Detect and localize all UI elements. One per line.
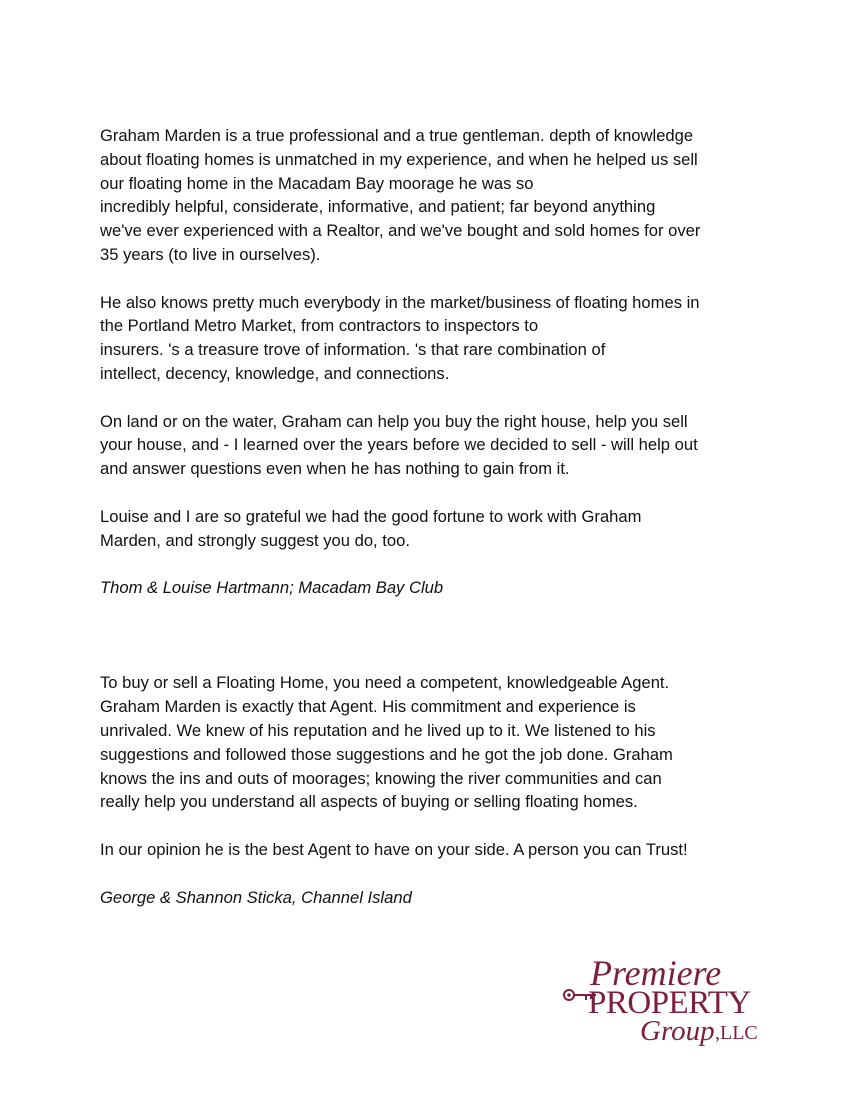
logo-word-group: Group [640,1015,715,1047]
paragraph [100,410,760,481]
text-line: He also knows pretty much everybody in the market/business of floating homes in [100,292,700,312]
text-line: your house, and - I learned over the years before we decided to sell - will help out [100,435,698,455]
text-line: incredibly helpful, considerate, informative, and patient; far beyond anything [100,197,656,217]
paragraph [100,838,760,862]
text-line: In our opinion he is the best Agent to have on your side. A person you can Trust! [100,839,688,859]
company-logo [560,955,760,1055]
logo-word-premiere: Premiere [590,953,722,993]
text-line: we've ever experienced with a Realtor, and we've bought and sold homes for over [100,221,701,241]
text-line: suggestions and followed those suggestions and he got the job done. Graham [100,744,673,764]
text-line: On land or on the water, Graham can help you buy the right house, help you sell [100,411,688,431]
paragraph [100,124,760,267]
text-line: Louise and I are so grateful we had the good fortune to work with Graham [100,506,642,526]
text-line: Marden, and strongly suggest you do, too. [100,530,410,550]
signature: Thom & Louise Hartmann; Macadam Bay Club [100,578,444,598]
text-line: unrivaled. We knew of his reputation and he lived up to it. We listened to his [100,720,656,740]
text-line: really help you understand all aspects of buying or selling floating homes. [100,792,638,812]
text-line: and answer questions even when he has nothing to gain from it. [100,459,570,479]
text-line: To buy or sell a Floating Home, you need a competent, knowledgeable Agent. [100,673,670,693]
signature: George & Shannon Sticka, Channel Island [100,887,412,907]
paragraph [100,291,760,386]
text-line: 35 years (to live in ourselves). [100,244,321,264]
testimonial-sticka [100,671,760,909]
document-body [100,124,760,909]
text-line: knows the ins and outs of moorages; knowing the river communities and can [100,768,662,788]
text-line: about floating homes is unmatched in my experience, and when he helped us sell [100,149,698,169]
paragraph [100,671,760,814]
text-line: intellect, decency, knowledge, and connections. [100,363,450,383]
text-line: the Portland Metro Market, from contractors to inspectors to [100,316,539,336]
text-line: insurers. 's a treasure trove of information. 's that rare combination of [100,340,606,360]
text-line: Graham Marden is exactly that Agent. His commitment and experience is [100,697,636,717]
paragraph [100,505,760,553]
logo-word-property: PROPERTY [588,985,751,1021]
text-line: our floating home in the Macadam Bay moorage he was so [100,173,534,193]
testimonial-hartmann [100,124,760,600]
text-line: Graham Marden is a true professional and a true gentleman. depth of knowledge [100,126,694,145]
logo-suffix-llc: ,LLC [715,1022,758,1044]
